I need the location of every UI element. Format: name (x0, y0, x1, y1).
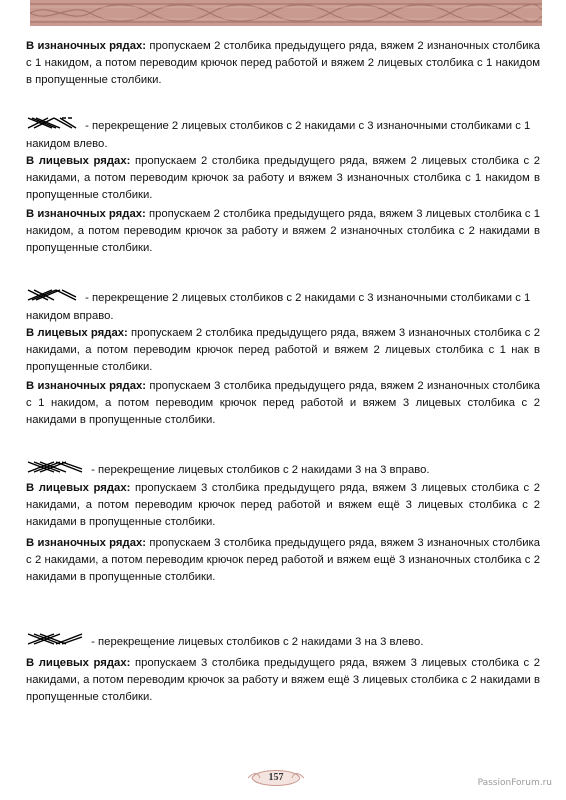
instruction-text: пропускаем 2 столбика предыдущего ряда, вяжем 3 изнаночных столбика с 2 накидами, а потом переводим крючок перед работой и вяжем 2 лицевых столбика с 1 нак в пропущенные столбики. (26, 327, 540, 373)
symbol-description: - перекрещение 2 лицевых столбиков с 2 накидами с 3 изнаночными столбиками с 1 накидом вправо. (26, 291, 531, 322)
symbol-definition (26, 116, 540, 153)
symbol-description: - перекрещение 2 лицевых столбиков с 2 накидами с 3 изнаночными столбиками с 1 накидом влево. (26, 119, 531, 150)
instruction-paragraph (26, 153, 540, 204)
knitted-cable-banner (30, 0, 542, 26)
row-type-label: В изнаночных рядах: (26, 40, 147, 52)
cable-3x3-left-icon (26, 632, 84, 652)
instruction-text: пропускаем 3 столбика предыдущего ряда, вяжем 3 лицевых столбика с 2 накидами, а потом переводим крючок за работу и вяжем ещё 3 лицевых столбика с 2 накидами в пропущенные столбики. (26, 657, 540, 703)
cable-cross-right-icon (26, 288, 78, 308)
instruction-text: пропускаем 2 столбика предыдущего ряда, вяжем 2 изнаночных столбика с 1 накидом, а потом переводим крючок перед работой и вяжем 2 лицевых столбика с 1 накидом в пропущенные столбики. (26, 40, 540, 86)
cable-cross-left-icon (26, 116, 78, 136)
instruction-text: пропускаем 2 столбика предыдущего ряда, вяжем 2 лицевых столбика с 2 накидами, а потом переводим крючок за работу и вяжем 3 изнаночных столбика с 1 накидом в пропущенные столбики. (26, 155, 540, 201)
row-type-label: В лицевых рядах: (26, 155, 131, 167)
symbol-definition (26, 288, 540, 325)
instruction-paragraph (26, 655, 540, 706)
cable-3x3-right-icon (26, 460, 84, 480)
instruction-text: пропускаем 3 столбика предыдущего ряда, вяжем 3 изнаночных столбика с 2 накидами, а потом переводим крючок перед работой и вяжем ещё 3 изнаночных столбика с 2 накидами в пропущенные столбики. (26, 537, 540, 583)
instruction-text: пропускаем 2 столбика предыдущего ряда, вяжем 3 лицевых столбика с 1 накидом, а потом переводим крючок за работу и вяжем 2 изнаночных столбика с 2 накидами в пропущенные столбики. (26, 208, 541, 254)
instruction-paragraph (26, 535, 540, 586)
symbol-definition (26, 632, 540, 652)
symbol-description: - перекрещение лицевых столбиков с 2 накидами 3 на 3 вправо. (88, 463, 430, 476)
instruction-text: пропускаем 3 столбика предыдущего ряда, вяжем 3 лицевых столбика с 2 накидами, а потом переводим крючок перед работой и вяжем ещё 3 лицевых столбика с 2 накидами в пропущенные столбики. (26, 482, 540, 528)
symbol-description: - перекрещение лицевых столбиков с 2 накидами 3 на 3 влево. (88, 635, 424, 648)
row-type-label: В изнаночных рядах: (26, 380, 147, 392)
page-number-text: 157 (268, 772, 284, 783)
instruction-paragraph (26, 480, 540, 531)
instruction-paragraph (26, 38, 540, 89)
symbol-definition (26, 460, 540, 480)
instruction-paragraph (26, 378, 540, 429)
row-type-label: В изнаночных рядах: (26, 537, 147, 549)
instruction-text: пропускаем 3 столбика предыдущего ряда, вяжем 2 изнаночных столбика с 1 накидом, а потом переводим крючок перед работой и вяжем 3 лицевых столбика с 2 накидами в пропущенные столбики. (26, 380, 540, 426)
instruction-paragraph (26, 325, 540, 376)
row-type-label: В лицевых рядах: (26, 482, 131, 494)
instruction-paragraph (26, 206, 540, 257)
row-type-label: В изнаночных рядах: (26, 208, 146, 220)
row-type-label: В лицевых рядах: (26, 327, 128, 339)
watermark: PassionForum.ru (477, 778, 552, 788)
page-number (246, 764, 306, 792)
row-type-label: В лицевых рядах: (26, 657, 131, 669)
